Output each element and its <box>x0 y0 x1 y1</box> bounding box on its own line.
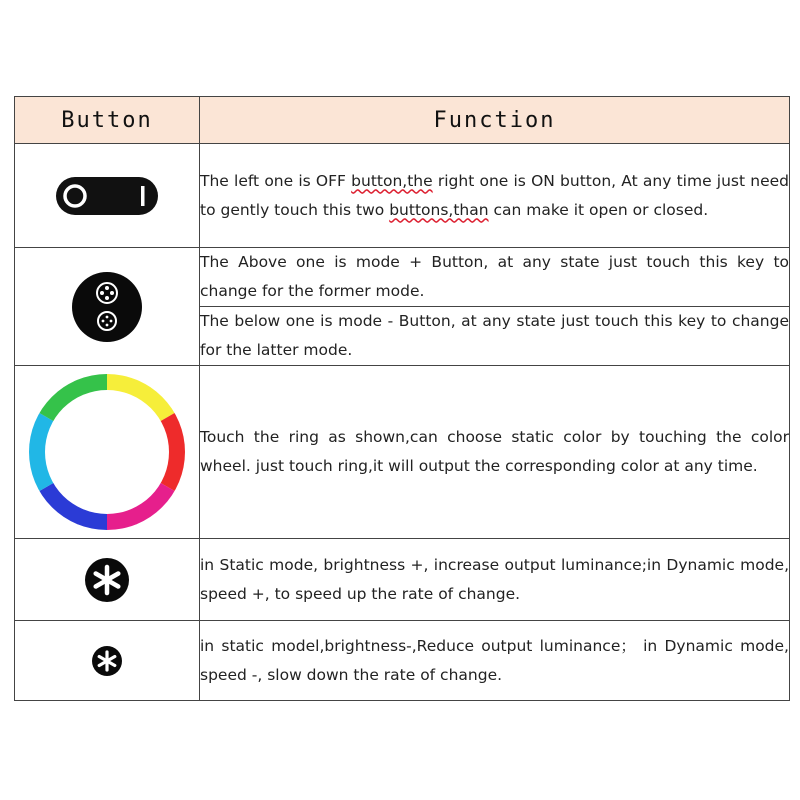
mode-minus-description: The below one is mode - Button, at any state just touch this key to change for the latter mode. <box>200 307 790 366</box>
on-off-switch-icon <box>55 176 159 216</box>
mode-buttons-icon <box>71 271 143 343</box>
power-description: The left one is OFF button,the right one is ON button, At any time just need to gently touch this two buttons,than can make it open or closed. <box>200 144 790 248</box>
large-asterisk-icon <box>84 557 130 603</box>
header-row <box>15 97 790 144</box>
header-function: Function <box>200 97 790 144</box>
brightness-minus-description: in static model,brightness-,Reduce output luminance； in Dynamic mode, speed -, slow down the rate of change. <box>200 621 790 701</box>
mode-plus-description: The Above one is mode + Button, at any state just touch this key to change for the former mode. <box>200 248 790 307</box>
brightness-plus-description: in Static mode, brightness +, increase output luminance;in Dynamic mode, speed +, to speed up the rate of change. <box>200 539 790 621</box>
table-row-color-ring <box>15 366 790 539</box>
color-ring-description: Touch the ring as shown,can choose static color by touching the color wheel. just touch ring,it will output the corresponding color at any time. <box>200 366 790 539</box>
color-ring-icon-cell <box>15 366 200 539</box>
table-row-mode-plus <box>15 248 790 307</box>
header-button: Button <box>15 97 200 144</box>
small-asterisk-icon <box>91 645 123 677</box>
table-row-brightness-minus <box>15 621 790 701</box>
button-function-table <box>14 96 790 701</box>
brightness-minus-icon-cell <box>15 621 200 701</box>
table-row-brightness-plus <box>15 539 790 621</box>
power-icon-cell <box>15 144 200 248</box>
table-row-power <box>15 144 790 248</box>
mode-icon-cell <box>15 248 200 366</box>
brightness-plus-icon-cell <box>15 539 200 621</box>
color-wheel-ring-icon <box>27 372 187 532</box>
